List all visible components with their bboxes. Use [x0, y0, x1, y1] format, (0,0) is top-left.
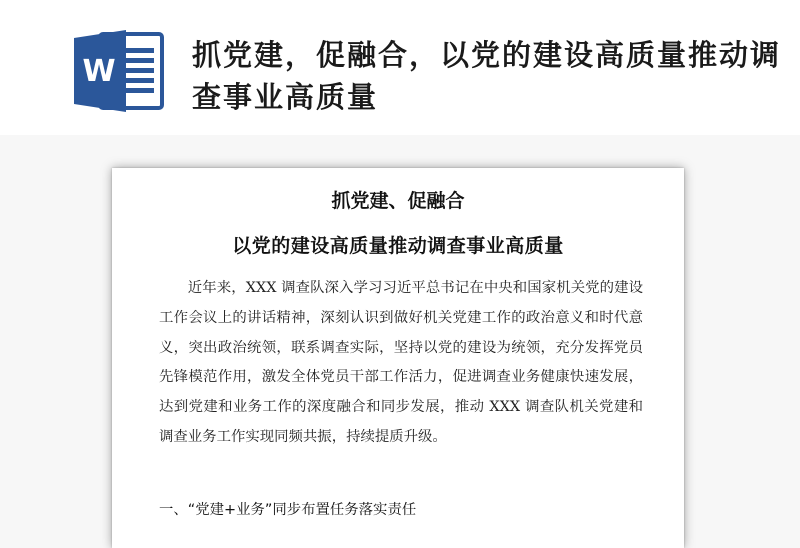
- document-title-line2: 以党的建设高质量推动调查事业高质量: [232, 235, 564, 257]
- word-icon-letter: W: [82, 54, 116, 89]
- document-paragraph: 近年来，XXX 调查队深入学习习近平总书记在中央和国家机关党的建设工作会议上的讲话精神，深刻认识到做好机关党建工作的政治意义和时代意义，突出政治统领，联系调查实际，坚持以党的建设为统领，充分发挥党员先锋模范作用，激发全体党员干部工作活力，促进调查业务健康快速发展，达到党建和业务工作的深度融合和同步发展，推动 XXX 调查队机关党建和调查业务工作实现同频共振，持续提质升级。: [159, 280, 643, 445]
- section-heading: 一、“党建+业务”同步布置任务落实责任: [159, 502, 417, 518]
- document-page: [112, 168, 684, 548]
- header-banner: [0, 0, 800, 135]
- document-title-line1: 抓党建、促融合: [331, 190, 465, 212]
- page-title: 抓党建，促融合，以党的建设高质量推动调查事业高质量: [192, 38, 782, 114]
- word-document-icon: [70, 28, 168, 114]
